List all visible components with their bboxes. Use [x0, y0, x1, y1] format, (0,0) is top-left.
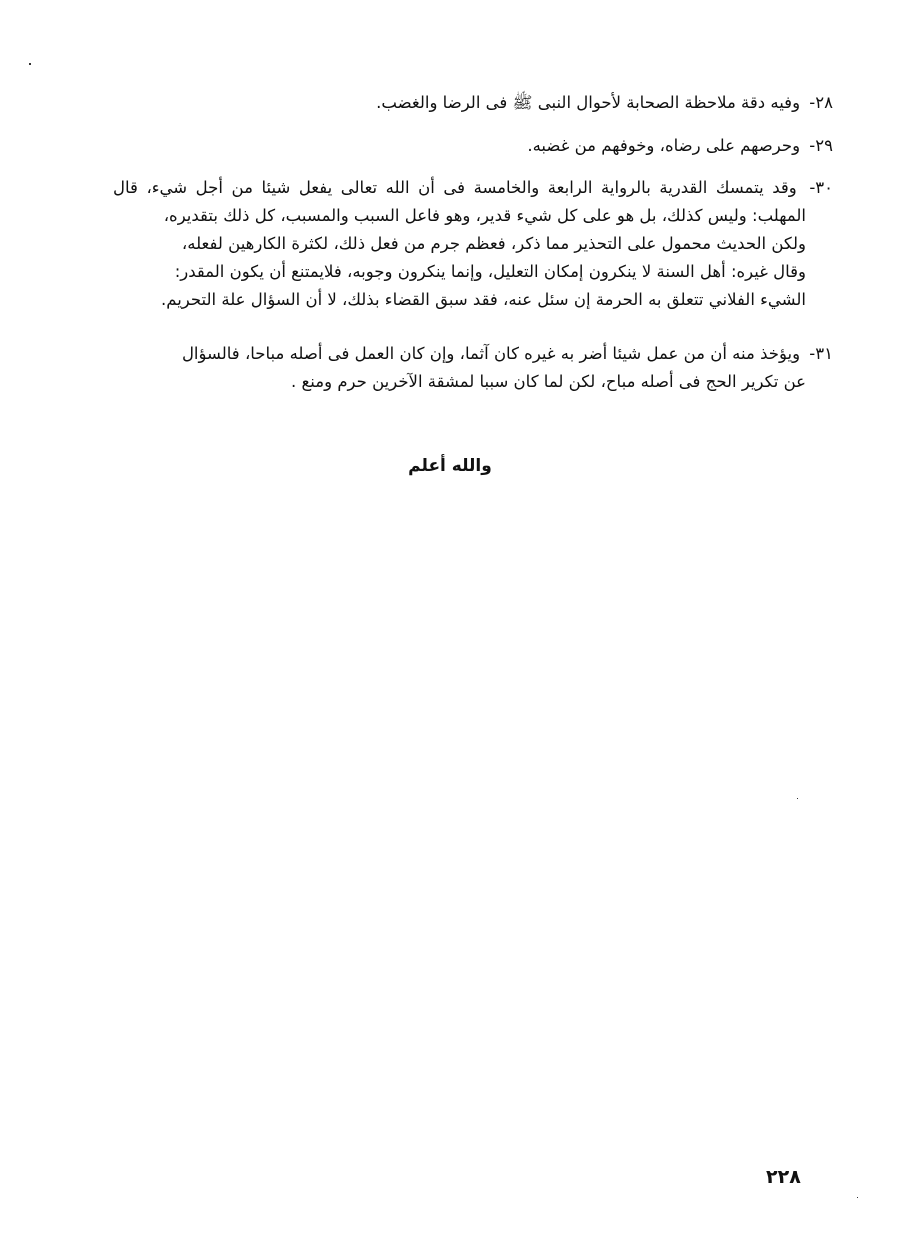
item-text: ويؤخذ منه أن من عمل شيئا أضر به غيره كان آثما، وإن كان العمل فى أصله مباحا، فالسؤال — [181, 344, 801, 363]
item-text: وفيه دقة ملاحظة الصحابة لأحوال النبى ﷺ فى الرضا والغضب. — [376, 93, 801, 112]
page-number: ٢٢٨ — [766, 1166, 801, 1188]
item-30-line-4: وقال غيره: أهل السنة لا ينكرون إمكان التعليل، وإنما ينكرون وجوبه، فلايمتنع أن يكون المقدر: — [174, 262, 806, 281]
item-number: ٢٨- — [809, 93, 833, 112]
item-number: ٢٩- — [809, 136, 833, 155]
item-31 — [182, 342, 833, 366]
item-number: ٣٠- — [809, 178, 834, 197]
scan-speck — [29, 63, 31, 65]
item-text: وقد يتمسك القدرية بالرواية الرابعة والخامسة فى أن الله تعالى يفعل شيئا من أجل شيء، قال — [113, 178, 797, 197]
item-number: ٣١- — [809, 344, 833, 363]
item-30-line-5: الشيء الفلاني تتعلق به الحرمة إن سئل عنه، فقد سبق القضاء بذلك، لا أن السؤال علة التحريم. — [160, 290, 806, 309]
item-28 — [376, 91, 833, 115]
item-31-line-2: عن تكرير الحج فى أصله مباح، لكن لما كان سببا لمشقة الآخرين حرم ومنع . — [291, 372, 806, 391]
closing-phrase: والله أعلم — [408, 456, 492, 476]
item-30-line-2: المهلب: وليس كذلك، بل هو على كل شيء قدير، وهو فاعل السبب والمسبب، كل ذلك بتقديره، — [163, 206, 806, 225]
scan-speck — [797, 798, 798, 799]
scan-speck — [857, 1197, 858, 1198]
item-29 — [527, 134, 833, 158]
item-text: وحرصهم على رضاه، وخوفهم من غضبه. — [527, 136, 801, 155]
item-30 — [113, 176, 833, 200]
item-30-line-3: ولكن الحديث محمول على التحذير مما ذكر، فعظم جرم من فعل ذلك، لكثرة الكارهين لفعله، — [181, 234, 806, 253]
